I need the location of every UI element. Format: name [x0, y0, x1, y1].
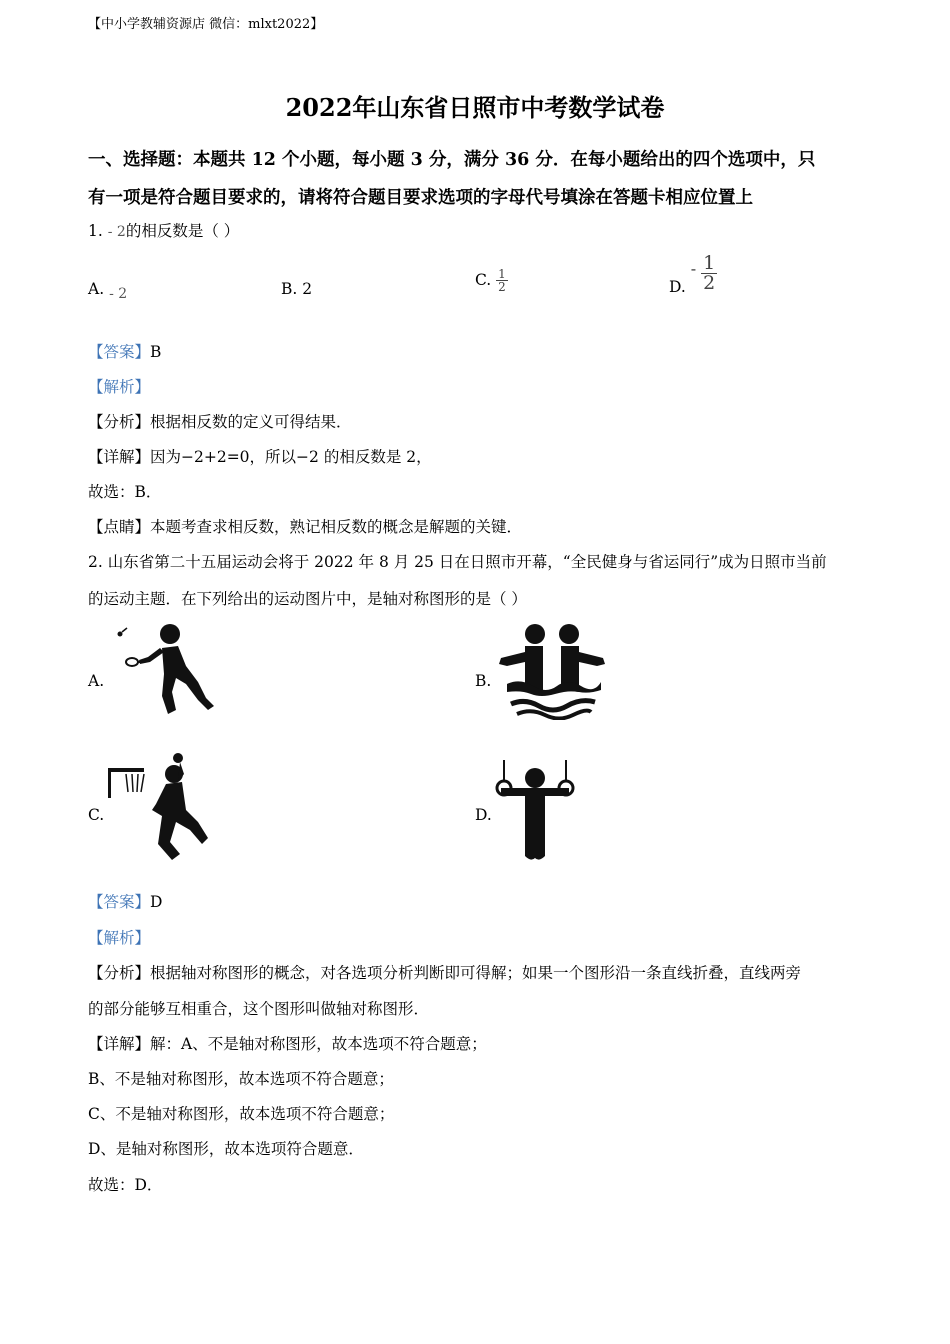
- answer-tag: 【答案】: [88, 343, 151, 361]
- q2-fenxi-line2: 的部分能够互相重合，这个图形叫做轴对称图形．: [88, 1000, 430, 1018]
- q1-stem: [88, 219, 239, 241]
- q1-number: - 2: [107, 224, 126, 240]
- badminton-player-icon: [106, 618, 226, 718]
- page-title: 2022年山东省日照市中考数学试卷: [285, 93, 665, 122]
- q2-option-d-label: D.: [475, 806, 492, 824]
- answer-value: D: [150, 893, 163, 911]
- q1-fenxi: 【分析】根据相反数的定义可得结果．: [88, 413, 352, 431]
- q1-analysis-tag: 【解析】: [88, 378, 151, 396]
- q1-option-c-fraction: [496, 268, 508, 293]
- q2-stem-line1: 2. 山东省第二十五届运动会将于 2022 年 8 月 25 日在日照市开幕，“全民健身与省运同行”成为日照市当前: [88, 553, 827, 571]
- fraction-denominator: 2: [703, 272, 716, 294]
- q1-option-b: B. 2: [281, 280, 313, 298]
- q2-line-d: D、是轴对称图形，故本选项符合题意．: [88, 1140, 364, 1158]
- q1-option-c-label: C.: [475, 270, 492, 289]
- q2-stem-line2: 的运动主题．在下列给出的运动图片中，是轴对称图形的是（ ）: [88, 590, 527, 608]
- water-polo-players-icon: [495, 620, 610, 720]
- page-header: 【中小学教辅资源店 微信：mlxt2022】: [88, 17, 324, 32]
- q1-option-a-label: A.: [88, 280, 105, 298]
- fraction-numerator: 1: [703, 252, 716, 274]
- q2-option-a-label: A.: [88, 672, 105, 690]
- q2-line-b: B、不是轴对称图形，故本选项不符合题意；: [88, 1070, 394, 1088]
- fraction-numerator: 1: [498, 267, 506, 281]
- q1-xiangjie: 【详解】因为−2+2=0，所以−2 的相反数是 2，: [88, 448, 432, 466]
- q2-option-b-label: B.: [475, 672, 492, 690]
- q1-dianjing: 【点睛】本题考查求相反数，熟记相反数的概念是解题的关键．: [88, 518, 523, 536]
- q1-option-a: [88, 280, 128, 302]
- basketball-player-icon: [106, 752, 216, 864]
- q1-option-c: [475, 268, 508, 293]
- q1-answer: [88, 340, 161, 362]
- q2-option-c-label: C.: [88, 806, 105, 824]
- gymnast-rings-icon: [495, 758, 575, 862]
- q2-xiangjie: 【详解】解：A、不是轴对称图形，故本选项不符合题意；: [88, 1035, 487, 1053]
- q1-option-d-label: D.: [669, 277, 686, 296]
- q2-analysis-tag: 【解析】: [88, 929, 151, 947]
- q2-fenxi-line1: 【分析】根据轴对称图形的概念，对各选项分析判断即可得解；如果一个图形沿一条直线折叠，直线两旁: [88, 964, 802, 982]
- answer-tag: 【答案】: [88, 893, 151, 911]
- q1-stem-text: 的相反数是（ ）: [125, 222, 240, 240]
- section-instruction-line2: 有一项是符合题目要求的，请将符合题目要求选项的字母代号填涂在答题卡相应位置上: [88, 188, 753, 208]
- q2-line-c: C、不是轴对称图形，故本选项不符合题意；: [88, 1105, 395, 1123]
- q1-option-d-sign: -: [690, 258, 697, 278]
- answer-value: B: [150, 343, 162, 361]
- q1-guxuan: 故选：B．: [88, 483, 162, 501]
- q2-answer: [88, 890, 162, 912]
- fraction-denominator: 2: [498, 280, 506, 294]
- q1-option-d-fraction: [701, 254, 717, 293]
- q1-prefix: 1.: [88, 222, 103, 240]
- section-instruction-line1: 一、选择题：本题共 12 个小题，每小题 3 分，满分 36 分．在每小题给出的四个选项中，只: [88, 150, 816, 170]
- q2-guxuan: 故选：D．: [88, 1176, 163, 1194]
- q1-option-d: [669, 252, 717, 296]
- q1-option-a-value: - 2: [109, 286, 128, 302]
